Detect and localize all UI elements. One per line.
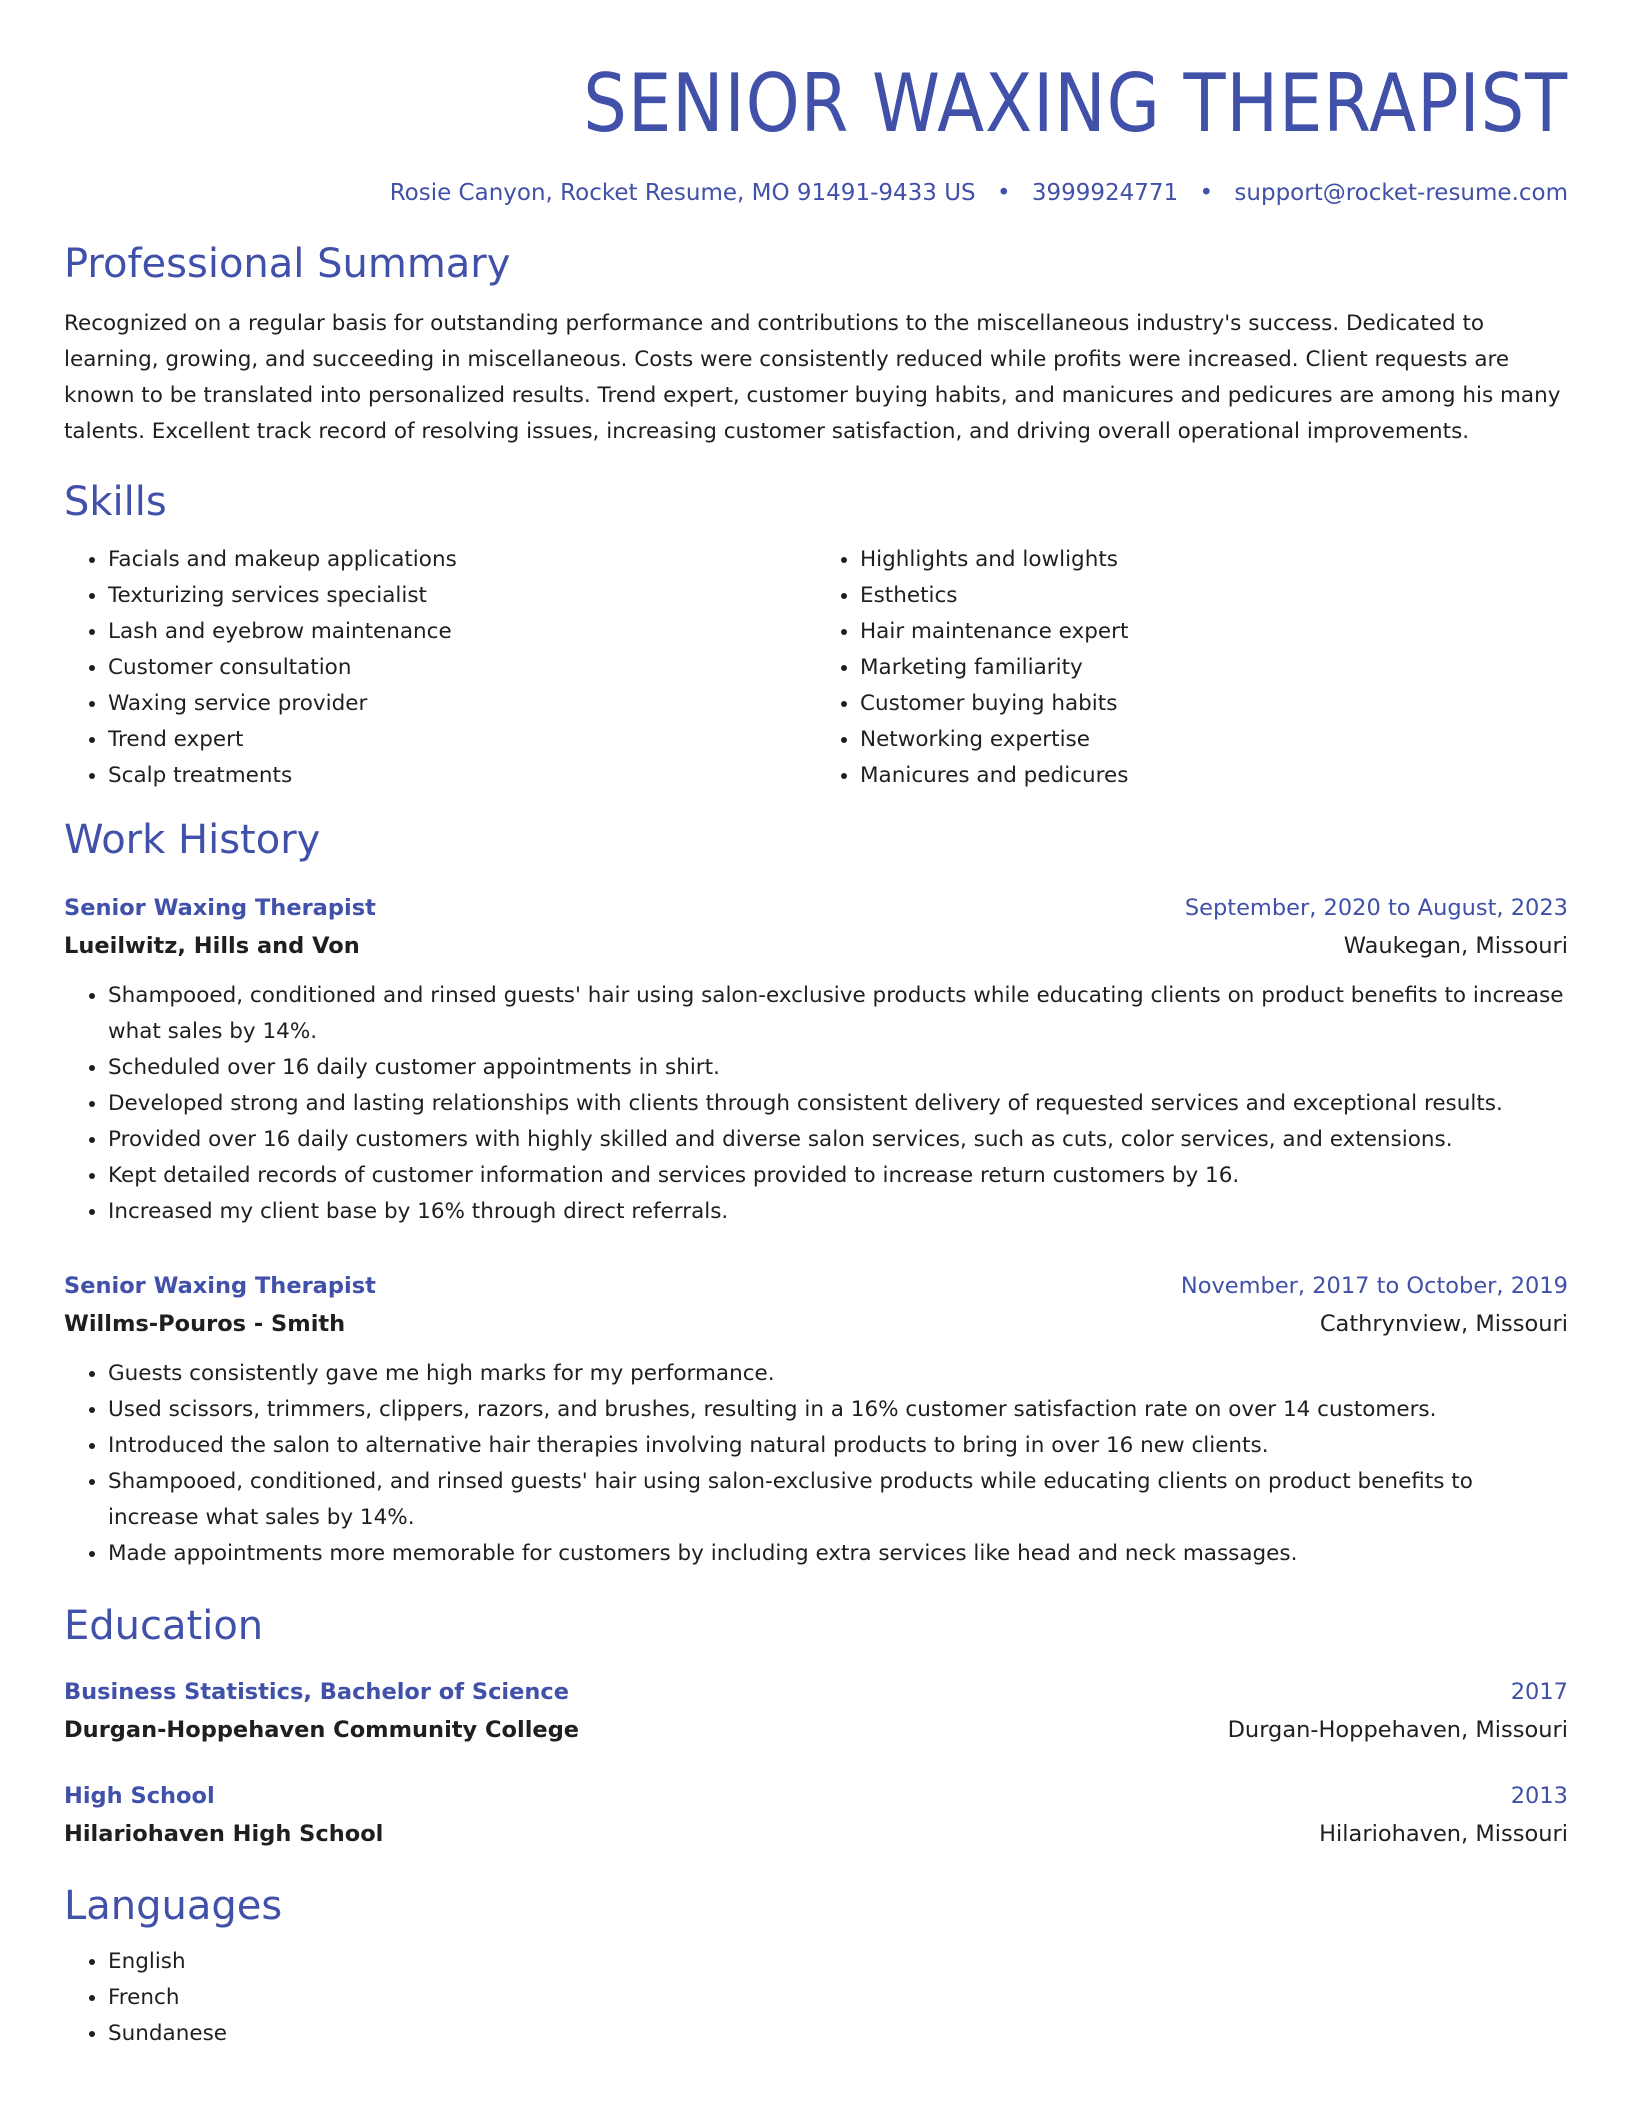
skill-item: • Customer consultation xyxy=(108,650,816,686)
contact-line xyxy=(64,178,1568,208)
skill-item: • Manicures and pedicures xyxy=(860,758,1568,794)
summary-text: Recognized on a regular basis for outstanding performance and contributions to the miscellaneous industry's success. Dedicated to learning, growing, and succeeding in miscellaneous. Costs were consistently reduced while profits were increased. Client requests are known to be translated into personalized results. Trend expert, customer buying habits, and manicures and pedicures are among his many talents. Excellent track record of resolving issues, increasing customer satisfaction, and driving overall operational improvements. xyxy=(64,311,1561,444)
education-school-row xyxy=(64,1710,1568,1750)
job-dates: September, 2020 to August, 2023 xyxy=(1184,895,1568,921)
languages-heading: Languages xyxy=(64,1883,283,1929)
summary-heading: Professional Summary xyxy=(64,241,511,287)
contact-separator: • xyxy=(996,180,1011,206)
education-year: 2017 xyxy=(1510,1679,1568,1705)
summary-section xyxy=(64,238,1568,450)
job-bullet: • Shampooed, conditioned, and rinsed guests' hair using salon-exclusive products while educating clients on product benefits to increase what sales by 14%. xyxy=(108,1464,1568,1536)
job-company-row xyxy=(64,1304,1568,1344)
education-school: Hilariohaven High School xyxy=(64,1821,384,1847)
skill-item: • Texturizing services specialist xyxy=(108,578,816,614)
work-history-heading: Work History xyxy=(64,817,321,863)
job-bullet: • Provided over 16 daily customers with highly skilled and diverse salon services, such as cuts, color services, and extensions. xyxy=(108,1122,1568,1158)
education-location: Hilariohaven, Missouri xyxy=(1319,1821,1568,1847)
job-bullet: • Increased my client base by 16% through direct referrals. xyxy=(108,1194,1568,1230)
job-entry xyxy=(64,1268,1568,1572)
language-item: • French xyxy=(108,1980,1568,2016)
education-year: 2013 xyxy=(1510,1783,1568,1809)
job-location: Waukegan, Missouri xyxy=(1343,933,1568,959)
skill-item: • Esthetics xyxy=(860,578,1568,614)
contact-email: support@rocket-resume.com xyxy=(1234,180,1568,206)
education-degree-row xyxy=(64,1778,1568,1814)
skill-item: • Marketing familiarity xyxy=(860,650,1568,686)
skill-item: • Hair maintenance expert xyxy=(860,614,1568,650)
job-bullet: • Kept detailed records of customer information and services provided to increase return customers by 16. xyxy=(108,1158,1568,1194)
skills-list-left xyxy=(64,542,816,794)
skills-grid xyxy=(64,542,1568,794)
job-entry xyxy=(64,890,1568,1230)
education-degree: High School xyxy=(64,1783,215,1809)
job-company: Lueilwitz, Hills and Von xyxy=(64,933,360,959)
languages-section xyxy=(64,1880,1568,2052)
skill-item: • Lash and eyebrow maintenance xyxy=(108,614,816,650)
skill-item: • Facials and makeup applications xyxy=(108,542,816,578)
resume-title: SENIOR WAXING THERAPIST xyxy=(583,57,1568,150)
education-degree-row xyxy=(64,1674,1568,1710)
job-bullet: • Developed strong and lasting relationships with clients through consistent delivery of requested services and exceptional results. xyxy=(108,1086,1568,1122)
job-bullet: • Shampooed, conditioned and rinsed guests' hair using salon-exclusive products while educating clients on product benefits to increase what sales by 14%. xyxy=(108,978,1568,1050)
education-section xyxy=(64,1600,1568,1854)
job-dates: November, 2017 to October, 2019 xyxy=(1180,1273,1568,1299)
job-bullet: • Used scissors, trimmers, clippers, razors, and brushes, resulting in a 16% customer satisfaction rate on over 14 customers. xyxy=(108,1392,1568,1428)
contact-address: Rosie Canyon, Rocket Resume, MO 91491-9433 US xyxy=(389,180,976,206)
job-location: Cathrynview, Missouri xyxy=(1319,1311,1568,1337)
skill-item: • Customer buying habits xyxy=(860,686,1568,722)
education-degree: Business Statistics, Bachelor of Science xyxy=(64,1679,570,1705)
skill-item: • Trend expert xyxy=(108,722,816,758)
language-item: • Sundanese xyxy=(108,2016,1568,2052)
skills-section xyxy=(64,476,1568,794)
job-bullet: • Introduced the salon to alternative hair therapies involving natural products to bring in over 16 new clients. xyxy=(108,1428,1568,1464)
education-school-row xyxy=(64,1814,1568,1854)
skill-item: • Highlights and lowlights xyxy=(860,542,1568,578)
education-school: Durgan-Hoppehaven Community College xyxy=(64,1717,580,1743)
language-item: • English xyxy=(108,1944,1568,1980)
skills-list-right xyxy=(816,542,1568,794)
work-history-section xyxy=(64,814,1568,1572)
contact-separator: • xyxy=(1199,180,1214,206)
languages-list xyxy=(64,1944,1568,2052)
job-title-row xyxy=(64,890,1568,926)
job-title: Senior Waxing Therapist xyxy=(64,1273,376,1299)
job-title-row xyxy=(64,1268,1568,1304)
job-bullets xyxy=(64,978,1568,1230)
job-title: Senior Waxing Therapist xyxy=(64,895,376,921)
education-heading: Education xyxy=(64,1603,264,1649)
job-company: Willms-Pouros - Smith xyxy=(64,1311,346,1337)
education-location: Durgan-Hoppehaven, Missouri xyxy=(1227,1717,1568,1743)
skill-item: • Waxing service provider xyxy=(108,686,816,722)
job-bullet: • Made appointments more memorable for customers by including extra services like head and neck massages. xyxy=(108,1536,1568,1572)
education-entry xyxy=(64,1778,1568,1854)
contact-phone: 3999924771 xyxy=(1031,180,1179,206)
job-company-row xyxy=(64,926,1568,966)
job-bullet: • Scheduled over 16 daily customer appointments in shirt. xyxy=(108,1050,1568,1086)
education-entry xyxy=(64,1674,1568,1750)
job-bullets xyxy=(64,1356,1568,1572)
resume-header xyxy=(64,0,1568,208)
job-bullet: • Guests consistently gave me high marks for my performance. xyxy=(108,1356,1568,1392)
skill-item: • Scalp treatments xyxy=(108,758,816,794)
skills-heading: Skills xyxy=(64,479,167,525)
skill-item: • Networking expertise xyxy=(860,722,1568,758)
